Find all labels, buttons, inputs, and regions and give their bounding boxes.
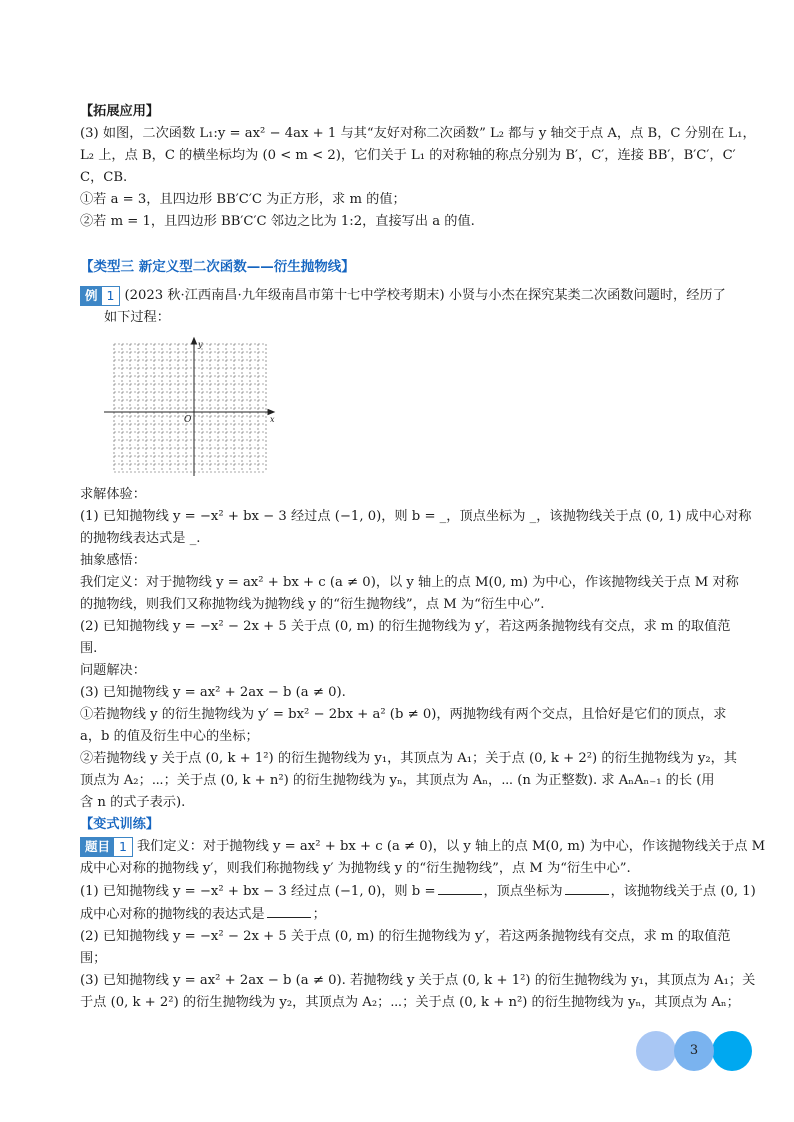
example-line: (1) 已知抛物线 y = −x² + bx − 3 经过点 (−1, 0)，则 b = _，顶点坐标为 _，该抛物线关于点 (0, 1) 成中心对称 xyxy=(80,509,752,524)
page-number: 3 xyxy=(689,1043,699,1058)
example-line: (2) 已知抛物线 y = −x² − 2x + 5 关于点 (0, m) 的衍生抛物线为 y′，若这两条抛物线有交点，求 m 的取值范 xyxy=(80,619,731,634)
example-line: ①若抛物线 y 的衍生抛物线为 y′ = bx² − 2bx + a² (b ≠ 0)，两抛物线有两个交点，且恰好是它们的顶点，求 xyxy=(80,707,727,722)
example-line: 的抛物线，则我们又称抛物线为抛物线 y 的“衍生抛物线”，点 M 为“衍生中心”. xyxy=(80,597,545,612)
page-number-badge xyxy=(636,1031,752,1071)
example-line: (3) 已知抛物线 y = ax² + 2ax − b (a ≠ 0). xyxy=(80,685,346,700)
example-line: a，b 的值及衍生中心的坐标； xyxy=(80,729,259,744)
decor-circle xyxy=(712,1031,752,1071)
section-title: 【类型三 新定义型二次函数——衍生抛物线】 xyxy=(80,259,355,275)
variation-line: 于点 (0, k + 2²) 的衍生抛物线为 y₂，其顶点为 A₂；⋯；关于点 (0, k + n²) 的衍生抛物线为 yₙ，其顶点为 Aₙ； xyxy=(80,995,740,1010)
extension-block xyxy=(80,101,756,233)
example-line: 问题解决： xyxy=(80,663,146,678)
variation-block xyxy=(80,814,766,1014)
example-line: 顶点为 A₂；⋯；关于点 (0, k + n²) 的衍生抛物线为 yₙ，其顶点为 Aₙ，⋯ (n 为正整数). 求 AₙAₙ₋₁ 的长 (用 xyxy=(80,773,715,788)
example-intro-text: (2023 秋·江西南昌·九年级南昌市第十七中学校考期末) 小贤与小杰在探究某类二次函数问题时，经历了 xyxy=(124,288,726,303)
example-intro-text: 如下过程： xyxy=(104,310,170,325)
variation-line: 我们定义：对于抛物线 y = ax² + bx + c (a ≠ 0)，以 y 轴上的点 M(0, m) 为中心，作该抛物线关于点 M xyxy=(136,839,766,854)
example-line: 我们定义：对于抛物线 y = ax² + bx + c (a ≠ 0)，以 y 轴上的点 M(0, m) 为中心，作该抛物线关于点 M 对称 xyxy=(80,575,739,590)
variation-line: (3) 已知抛物线 y = ax² + 2ax − b (a ≠ 0). 若抛物线 y 关于点 (0, k + 1²) 的衍生抛物线为 y₁，其顶点为 A₁；关 xyxy=(80,973,756,988)
extension-line: ①若 a = 3，且四边形 BB′C′C 为正方形，求 m 的值； xyxy=(80,192,406,207)
example-line: 求解体验： xyxy=(80,487,146,502)
extension-line: (3) 如图，二次函数 L₁:y = ax² − 4ax + 1 与其“友好对称二次函数” L₂ 都与 y 轴交于点 A，点 B，C 分别在 L₁， xyxy=(80,126,756,141)
variation-q1-line: 成中心对称的抛物线的表达式是 ； xyxy=(80,903,720,926)
x-axis-label: x xyxy=(270,415,275,424)
answer-blank xyxy=(565,880,609,895)
example-line: 围. xyxy=(80,641,98,656)
variation-q1-line: (1) 已知抛物线 y = −x² + bx − 3 经过点 (−1, 0)，则 b = ，顶点坐标为 ，该抛物线关于点 (0, 1) xyxy=(80,880,720,903)
extension-line: ②若 m = 1，且四边形 BB′C′C 邻边之比为 1:2，直接写出 a 的值. xyxy=(80,214,475,229)
coordinate-grid xyxy=(100,338,278,478)
extension-heading: 【拓展应用】 xyxy=(80,104,160,119)
variation-line: (2) 已知抛物线 y = −x² − 2x + 5 关于点 (0, m) 的衍生抛物线为 y′，若这两条抛物线有交点，求 m 的取值范 xyxy=(80,929,731,944)
origin-label: O xyxy=(184,415,192,425)
extension-line: L₂ 上，点 B，C 的横坐标均为 (0 < m < 2)，它们关于 L₁ 的对称轴的称点分别为 B′，C′，连接 BB′，B′C′，C′ xyxy=(80,148,736,163)
example-line: 抽象感悟： xyxy=(80,553,146,568)
question-badge: 题目 1 xyxy=(80,837,133,857)
answer-blank xyxy=(267,903,311,918)
extension-line: C，CB. xyxy=(80,170,128,185)
example-line: ②若抛物线 y 关于点 (0, k + 1²) 的衍生抛物线为 y₁，其顶点为 A₁；关于点 (0, k + 2²) 的衍生抛物线为 y₂，其 xyxy=(80,751,737,766)
example-line: 的抛物线表达式是 _. xyxy=(80,531,201,546)
answer-blank xyxy=(438,880,482,895)
coordinate-grid-figure xyxy=(100,338,278,478)
variation-line: 成中心对称的抛物线 y′，则我们称抛物线 y′ 为抛物线 y 的“衍生抛物线”，点 M 为“衍生中心”. xyxy=(80,861,631,876)
example-intro xyxy=(80,285,726,329)
decor-circle xyxy=(636,1031,676,1071)
y-axis-label: y xyxy=(198,340,203,349)
example-body xyxy=(80,484,752,814)
example-line: 含 n 的式子表示). xyxy=(80,795,186,810)
example-badge: 例 1 xyxy=(80,286,120,306)
variation-heading: 【变式训练】 xyxy=(80,817,160,832)
variation-line: 围； xyxy=(80,951,107,966)
